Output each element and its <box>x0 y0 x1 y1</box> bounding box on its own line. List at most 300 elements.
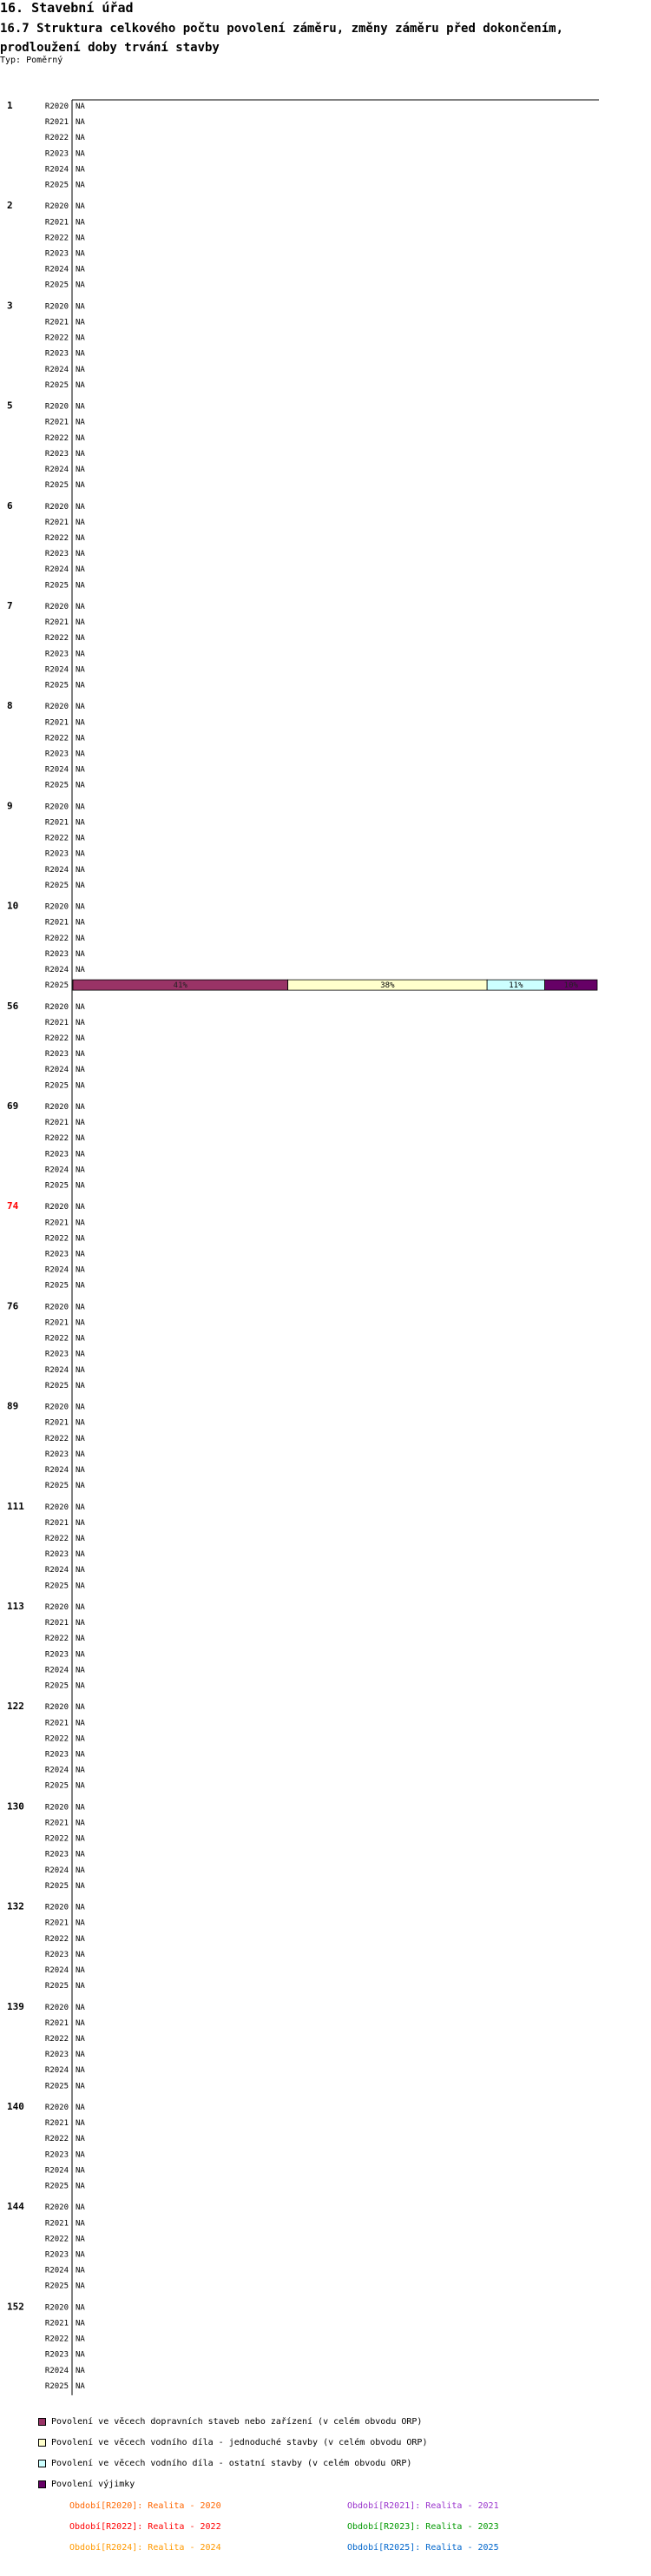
year-label: R2020 <box>44 302 69 312</box>
year-label: R2020 <box>44 1703 69 1713</box>
year-label: R2025 <box>44 1982 69 1991</box>
na-label: NA <box>76 949 85 959</box>
na-label: NA <box>76 1134 85 1144</box>
na-label: NA <box>76 2303 85 2313</box>
year-label: R2023 <box>44 1550 69 1560</box>
year-label: R2022 <box>44 1134 69 1144</box>
year-label: R2024 <box>44 1766 69 1775</box>
year-label: R2020 <box>44 1903 69 1912</box>
year-label: R2025 <box>44 1582 69 1591</box>
group-label: 144 <box>7 2201 24 2213</box>
year-label: R2022 <box>44 433 69 443</box>
na-label: NA <box>76 918 85 928</box>
legend-item <box>38 2411 427 2432</box>
na-label: NA <box>76 2319 85 2328</box>
period-label: Období[R2021]: Realita - 2021 <box>347 2501 499 2511</box>
na-label: NA <box>76 1203 85 1212</box>
legend-label: Povolení ve věcech vodního díla - jednoduché stavby (v celém obvodu ORP) <box>51 2437 428 2447</box>
year-label: R2022 <box>44 334 69 343</box>
na-label: NA <box>76 2018 85 2028</box>
year-label: R2023 <box>44 1250 69 1259</box>
bar-segment-label: 10% <box>563 981 578 991</box>
year-label: R2025 <box>44 2082 69 2091</box>
na-label: NA <box>76 418 85 427</box>
year-label: R2025 <box>44 2182 69 2191</box>
na-label: NA <box>76 1866 85 1875</box>
year-label: R2020 <box>44 803 69 812</box>
year-label: R2022 <box>44 1334 69 1344</box>
legend-label: Povolení ve věcech dopravních staveb nebo zařízení (v celém obvodu ORP) <box>51 2416 423 2427</box>
year-label: R2021 <box>44 1018 69 1027</box>
na-label: NA <box>76 2203 85 2213</box>
section-title: 16.7 Struktura celkového počtu povolení záměru, změny záměru před dokončením, prodloužení doby trvání stavby <box>0 22 564 55</box>
na-label: NA <box>76 234 85 243</box>
na-label: NA <box>76 265 85 274</box>
year-label: R2024 <box>44 1365 69 1375</box>
chart-type-label: Typ: Poměrný <box>0 56 63 65</box>
na-label: NA <box>76 281 85 290</box>
page-title: 16. Stavební úřad <box>0 0 134 16</box>
na-label: NA <box>76 1265 85 1275</box>
year-label: R2022 <box>44 834 69 843</box>
na-label: NA <box>76 966 85 974</box>
year-label: R2023 <box>44 2150 69 2160</box>
year-label: R2020 <box>44 402 69 412</box>
na-label: NA <box>76 565 85 575</box>
year-label: R2024 <box>44 1566 69 1575</box>
year-label: R2021 <box>44 518 69 527</box>
na-label: NA <box>76 1350 85 1359</box>
year-label: R2025 <box>44 1681 69 1691</box>
na-label: NA <box>76 1850 85 1859</box>
year-label: R2021 <box>44 718 69 728</box>
year-label: R2024 <box>44 1265 69 1275</box>
year-label: R2022 <box>44 734 69 743</box>
year-label: R2023 <box>44 1850 69 1859</box>
year-label: R2023 <box>44 750 69 759</box>
year-label: R2023 <box>44 2250 69 2260</box>
na-label: NA <box>76 1018 85 1027</box>
period-label: Období[R2024]: Realita - 2024 <box>69 2543 221 2553</box>
na-label: NA <box>76 1181 85 1191</box>
group-label: 7 <box>7 600 13 611</box>
year-label: R2022 <box>44 1734 69 1744</box>
year-label: R2025 <box>44 481 69 491</box>
na-label: NA <box>76 365 85 374</box>
year-label: R2021 <box>44 2018 69 2028</box>
na-label: NA <box>76 1619 85 1628</box>
group-label: 76 <box>7 1300 19 1312</box>
year-label: R2025 <box>44 2282 69 2291</box>
group-label: 132 <box>7 1900 24 1912</box>
na-label: NA <box>76 1381 85 1390</box>
na-label: NA <box>76 2266 85 2275</box>
year-label: R2023 <box>44 2051 69 2060</box>
na-label: NA <box>76 181 85 190</box>
bar-segment-label: 41% <box>173 981 187 991</box>
na-label: NA <box>76 1081 85 1091</box>
na-label: NA <box>76 1819 85 1828</box>
na-label: NA <box>76 2104 85 2112</box>
period-label: Období[R2023]: Realita - 2023 <box>347 2522 499 2532</box>
year-label: R2024 <box>44 966 69 974</box>
na-label: NA <box>76 665 85 675</box>
year-label: R2020 <box>44 1002 69 1012</box>
year-label: R2024 <box>44 1166 69 1175</box>
na-label: NA <box>76 803 85 812</box>
na-label: NA <box>76 1535 85 1543</box>
year-label: R2024 <box>44 1066 69 1075</box>
group-label: 1 <box>7 100 13 111</box>
na-label: NA <box>76 734 85 743</box>
year-label: R2024 <box>44 1866 69 1875</box>
na-label: NA <box>76 1450 85 1459</box>
year-label: R2022 <box>44 234 69 243</box>
na-label: NA <box>76 2135 85 2144</box>
year-label: R2020 <box>44 102 69 111</box>
year-label: R2024 <box>44 365 69 374</box>
year-label: R2022 <box>44 1635 69 1644</box>
year-label: R2022 <box>44 534 69 543</box>
na-label: NA <box>76 218 85 228</box>
year-label: R2020 <box>44 1403 69 1412</box>
na-label: NA <box>76 1002 85 1012</box>
na-label: NA <box>76 1318 85 1328</box>
year-label: R2021 <box>44 1518 69 1528</box>
year-label: R2025 <box>44 981 69 991</box>
year-label: R2024 <box>44 1966 69 1975</box>
year-label: R2020 <box>44 902 69 912</box>
year-label: R2023 <box>44 1450 69 1459</box>
period-label: Období[R2020]: Realita - 2020 <box>69 2501 221 2511</box>
year-label: R2020 <box>44 1603 69 1612</box>
na-label: NA <box>76 334 85 343</box>
chart-legend <box>38 2411 427 2494</box>
na-label: NA <box>76 1303 85 1312</box>
na-label: NA <box>76 818 85 828</box>
year-label: R2025 <box>44 1781 69 1791</box>
na-label: NA <box>76 1150 85 1159</box>
year-label: R2024 <box>44 2266 69 2275</box>
na-label: NA <box>76 1066 85 1075</box>
year-label: R2020 <box>44 2303 69 2313</box>
group-label: 9 <box>7 800 13 812</box>
year-label: R2025 <box>44 1281 69 1291</box>
na-label: NA <box>76 202 85 212</box>
na-label: NA <box>76 2166 85 2176</box>
na-label: NA <box>76 249 85 259</box>
na-label: NA <box>76 750 85 759</box>
year-label: R2024 <box>44 2366 69 2375</box>
year-label: R2025 <box>44 581 69 591</box>
na-label: NA <box>76 1518 85 1528</box>
legend-item <box>38 2474 427 2494</box>
na-label: NA <box>76 1119 85 1128</box>
year-label: R2024 <box>44 2166 69 2176</box>
year-label: R2022 <box>44 134 69 143</box>
na-label: NA <box>76 1034 85 1043</box>
na-label: NA <box>76 1503 85 1512</box>
na-label: NA <box>76 2119 85 2129</box>
legend-swatch <box>38 2480 46 2488</box>
year-label: R2021 <box>44 2219 69 2229</box>
year-label: R2021 <box>44 1619 69 1628</box>
year-label: R2020 <box>44 502 69 512</box>
year-label: R2022 <box>44 1834 69 1844</box>
year-label: R2023 <box>44 449 69 459</box>
na-label: NA <box>76 634 85 644</box>
year-label: R2023 <box>44 949 69 959</box>
year-label: R2021 <box>44 1719 69 1728</box>
year-label: R2025 <box>44 781 69 790</box>
na-label: NA <box>76 134 85 143</box>
na-label: NA <box>76 2035 85 2044</box>
na-label: NA <box>76 518 85 527</box>
year-label: R2021 <box>44 2119 69 2129</box>
na-label: NA <box>76 781 85 790</box>
year-label: R2024 <box>44 1466 69 1475</box>
na-label: NA <box>76 2003 85 2012</box>
year-label: R2025 <box>44 181 69 190</box>
na-label: NA <box>76 1365 85 1375</box>
na-label: NA <box>76 934 85 943</box>
year-label: R2022 <box>44 1535 69 1543</box>
legend-label: Povolení výjimky <box>51 2479 135 2489</box>
na-label: NA <box>76 402 85 412</box>
na-label: NA <box>76 2051 85 2060</box>
na-label: NA <box>76 481 85 491</box>
na-label: NA <box>76 2219 85 2229</box>
na-label: NA <box>76 865 85 875</box>
year-label: R2025 <box>44 380 69 390</box>
na-label: NA <box>76 650 85 659</box>
na-label: NA <box>76 2182 85 2191</box>
group-label: 89 <box>7 1400 19 1412</box>
year-label: R2021 <box>44 1318 69 1328</box>
year-label: R2020 <box>44 2104 69 2112</box>
legend-item <box>38 2432 427 2453</box>
na-label: NA <box>76 1766 85 1775</box>
legend-swatch <box>38 2460 46 2467</box>
year-label: R2022 <box>44 2035 69 2044</box>
na-label: NA <box>76 1550 85 1560</box>
na-label: NA <box>76 380 85 390</box>
na-label: NA <box>76 1650 85 1660</box>
group-label: 139 <box>7 2000 24 2012</box>
year-label: R2022 <box>44 1934 69 1944</box>
na-label: NA <box>76 849 85 859</box>
na-label: NA <box>76 1966 85 1975</box>
na-label: NA <box>76 1881 85 1891</box>
na-label: NA <box>76 1566 85 1575</box>
na-label: NA <box>76 1250 85 1259</box>
year-label: R2024 <box>44 765 69 775</box>
year-label: R2025 <box>44 681 69 690</box>
na-label: NA <box>76 703 85 712</box>
year-label: R2021 <box>44 118 69 128</box>
year-label: R2025 <box>44 1482 69 1491</box>
na-label: NA <box>76 102 85 111</box>
year-label: R2023 <box>44 1350 69 1359</box>
na-label: NA <box>76 466 85 474</box>
group-label: 152 <box>7 2301 24 2313</box>
year-label: R2025 <box>44 881 69 890</box>
year-label: R2025 <box>44 1081 69 1091</box>
year-label: R2022 <box>44 634 69 644</box>
year-label: R2021 <box>44 618 69 628</box>
year-label: R2020 <box>44 2003 69 2012</box>
na-label: NA <box>76 1434 85 1443</box>
group-label: 140 <box>7 2101 24 2112</box>
na-label: NA <box>76 1919 85 1928</box>
year-label: R2023 <box>44 1750 69 1760</box>
year-label: R2023 <box>44 149 69 159</box>
na-label: NA <box>76 618 85 628</box>
group-label: 111 <box>7 1500 24 1512</box>
na-label: NA <box>76 1719 85 1728</box>
na-label: NA <box>76 349 85 359</box>
group-label: 6 <box>7 499 13 512</box>
na-label: NA <box>76 1403 85 1412</box>
year-label: R2023 <box>44 349 69 359</box>
year-label: R2021 <box>44 818 69 828</box>
year-label: R2022 <box>44 1234 69 1244</box>
year-label: R2020 <box>44 703 69 712</box>
na-label: NA <box>76 118 85 128</box>
na-label: NA <box>76 1982 85 1991</box>
year-label: R2021 <box>44 918 69 928</box>
year-label: R2021 <box>44 1219 69 1228</box>
na-label: NA <box>76 1582 85 1591</box>
na-label: NA <box>76 1734 85 1744</box>
year-label: R2020 <box>44 1503 69 1512</box>
year-label: R2021 <box>44 218 69 228</box>
year-label: R2024 <box>44 265 69 274</box>
na-label: NA <box>76 1418 85 1428</box>
na-label: NA <box>76 449 85 459</box>
legend-swatch <box>38 2439 46 2447</box>
na-label: NA <box>76 302 85 312</box>
na-label: NA <box>76 149 85 159</box>
na-label: NA <box>76 603 85 611</box>
na-label: NA <box>76 502 85 512</box>
year-label: R2022 <box>44 2235 69 2244</box>
na-label: NA <box>76 318 85 327</box>
year-label: R2021 <box>44 418 69 427</box>
year-label: R2022 <box>44 2135 69 2144</box>
na-label: NA <box>76 1334 85 1344</box>
na-label: NA <box>76 581 85 591</box>
na-label: NA <box>76 1234 85 1244</box>
group-label: 122 <box>7 1701 24 1713</box>
na-label: NA <box>76 1903 85 1912</box>
na-label: NA <box>76 765 85 775</box>
na-label: NA <box>76 1666 85 1675</box>
year-label: R2021 <box>44 1418 69 1428</box>
year-label: R2024 <box>44 665 69 675</box>
year-label: R2024 <box>44 466 69 474</box>
year-label: R2023 <box>44 249 69 259</box>
na-label: NA <box>76 534 85 543</box>
year-label: R2020 <box>44 202 69 212</box>
na-label: NA <box>76 1050 85 1060</box>
na-label: NA <box>76 2250 85 2260</box>
na-label: NA <box>76 1703 85 1713</box>
na-label: NA <box>76 881 85 890</box>
year-label: R2022 <box>44 2335 69 2344</box>
year-label: R2025 <box>44 281 69 290</box>
na-label: NA <box>76 1635 85 1644</box>
year-label: R2021 <box>44 1119 69 1128</box>
group-label: 69 <box>7 1100 19 1112</box>
year-label: R2023 <box>44 1950 69 1959</box>
year-label: R2024 <box>44 1666 69 1675</box>
year-label: R2023 <box>44 849 69 859</box>
year-label: R2020 <box>44 2203 69 2213</box>
year-label: R2020 <box>44 603 69 611</box>
na-label: NA <box>76 2282 85 2291</box>
na-label: NA <box>76 1750 85 1760</box>
na-label: NA <box>76 2335 85 2344</box>
group-label: 74 <box>7 1200 19 1212</box>
year-label: R2024 <box>44 565 69 575</box>
group-label: 3 <box>7 300 13 312</box>
year-label: R2025 <box>44 1881 69 1891</box>
group-label: 8 <box>7 700 13 712</box>
year-label: R2025 <box>44 2381 69 2391</box>
period-label: Období[R2025]: Realita - 2025 <box>347 2543 499 2553</box>
na-label: NA <box>76 2150 85 2160</box>
bar-segment-label: 11% <box>509 981 523 991</box>
group-label: 5 <box>7 400 13 412</box>
na-label: NA <box>76 433 85 443</box>
na-label: NA <box>76 2066 85 2076</box>
na-label: NA <box>76 165 85 175</box>
year-label: R2022 <box>44 1034 69 1043</box>
year-label: R2022 <box>44 1434 69 1443</box>
year-label: R2025 <box>44 1181 69 1191</box>
na-label: NA <box>76 718 85 728</box>
na-label: NA <box>76 1103 85 1112</box>
na-label: NA <box>76 1482 85 1491</box>
year-label: R2020 <box>44 1203 69 1212</box>
year-label: R2024 <box>44 2066 69 2076</box>
year-label: R2022 <box>44 934 69 943</box>
na-label: NA <box>76 1781 85 1791</box>
na-label: NA <box>76 1803 85 1813</box>
na-label: NA <box>76 2235 85 2244</box>
year-label: R2021 <box>44 2319 69 2328</box>
na-label: NA <box>76 1950 85 1959</box>
na-label: NA <box>76 834 85 843</box>
year-label: R2020 <box>44 1103 69 1112</box>
year-label: R2020 <box>44 1803 69 1813</box>
group-label: 113 <box>7 1601 24 1612</box>
group-label: 10 <box>7 900 19 912</box>
group-label: 56 <box>7 1000 19 1012</box>
year-label: R2023 <box>44 1650 69 1660</box>
legend-swatch <box>38 2418 46 2426</box>
year-label: R2023 <box>44 650 69 659</box>
na-label: NA <box>76 2350 85 2360</box>
na-label: NA <box>76 2366 85 2375</box>
na-label: NA <box>76 550 85 559</box>
na-label: NA <box>76 1281 85 1291</box>
na-label: NA <box>76 1166 85 1175</box>
year-label: R2024 <box>44 865 69 875</box>
year-label: R2024 <box>44 165 69 175</box>
na-label: NA <box>76 1219 85 1228</box>
